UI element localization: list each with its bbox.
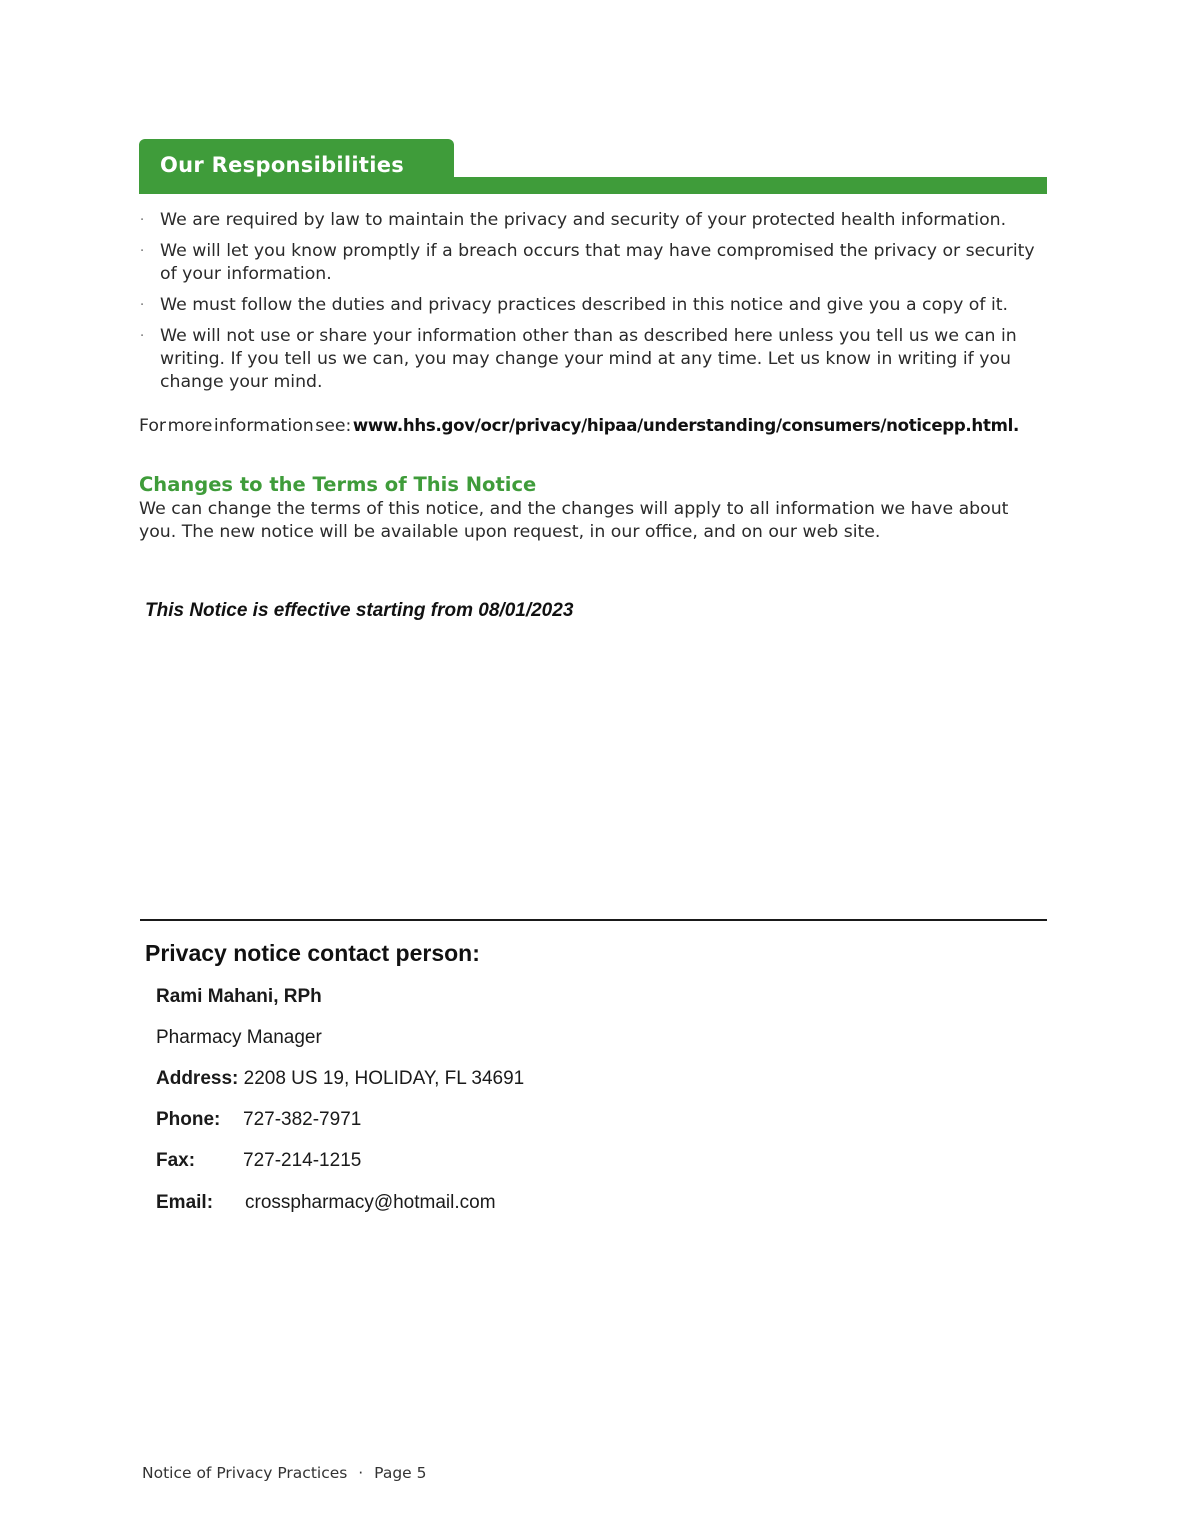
bullet-dot: · [140,213,145,228]
list-item-text: We must follow the duties and privacy practices described in this notice and give you a copy of it. [160,295,1009,315]
list-item [139,209,1039,232]
bullet-dot: · [140,244,145,259]
contact-role: Pharmacy Manager [156,1027,322,1048]
responsibilities-list [139,209,1039,402]
contact-name: Rami Mahani, RPh [156,986,322,1007]
list-item [139,325,1039,394]
divider [140,919,1047,921]
more-info-word: information [213,416,314,436]
address-value: 2208 US 19, HOLIDAY, FL 34691 [243,1068,525,1089]
contact-address [156,1068,524,1090]
contact-phone [156,1109,361,1131]
list-item-text: We are required by law to maintain the privacy and security of your protected health information. [160,210,1007,230]
page-footer [142,1464,426,1482]
changes-title: Changes to the Terms of This Notice [139,473,537,496]
fax-value: 727-214-1215 [243,1150,362,1171]
hhs-url-link[interactable]: www.hhs.gov/ocr/privacy/hipaa/understanding/consumers/noticepp.html. [352,416,1019,435]
section-header [139,139,1047,194]
bullet-dot: · [140,298,145,313]
contact-heading: Privacy notice contact person: [145,940,480,966]
bullet-dot: · [140,329,145,344]
more-info-word: see: [315,416,352,436]
more-info-line [139,416,1019,436]
phone-value: 727-382-7971 [243,1109,362,1130]
list-item [139,240,1039,286]
email-value[interactable]: crosspharmacy@hotmail.com [245,1192,496,1213]
fax-label: Fax: [156,1150,196,1171]
contact-fax [156,1150,361,1172]
address-label: Address: [156,1068,239,1089]
list-item [139,294,1039,317]
contact-email [156,1192,496,1214]
footer-page-number: Page 5 [374,1464,427,1482]
footer-separator: · [358,1464,364,1482]
effective-date-notice: This Notice is effective starting from 08/01/2023 [145,600,574,621]
section-bar [139,177,1047,194]
phone-label: Phone: [156,1109,221,1130]
list-item-text: We will let you know promptly if a breach occurs that may have compromised the privacy or security of your information. [160,241,1035,284]
list-item-text: We will not use or share your information other than as described here unless you tell us we can in writing. If you tell us we can, you may change your mind at any time. Let us know in writing if you change your mind. [160,326,1017,392]
email-label: Email: [156,1192,214,1213]
footer-doc-title: Notice of Privacy Practices [142,1464,348,1482]
section-title: Our Responsibilities [160,153,405,177]
more-info-word: For [139,416,167,436]
more-info-word: more [167,416,213,436]
changes-body: We can change the terms of this notice, and the changes will apply to all information we have about you. The new notice will be available upon request, in our office, and on our web site. [139,499,1009,542]
